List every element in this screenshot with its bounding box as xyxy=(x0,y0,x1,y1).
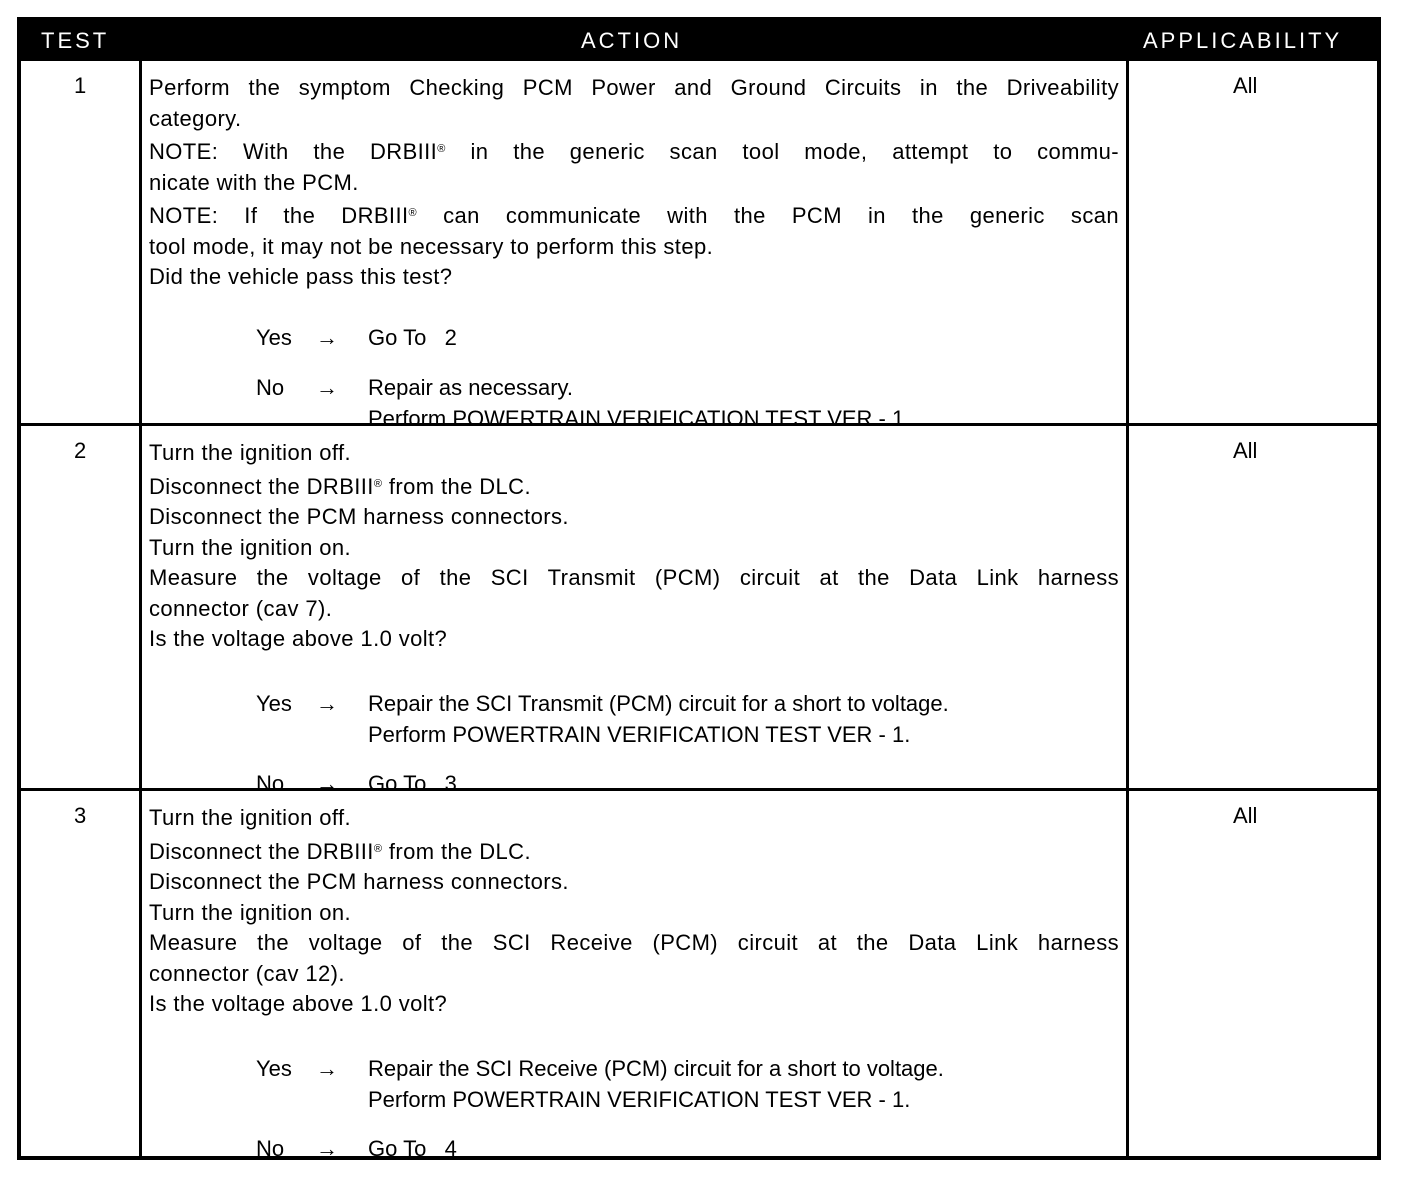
action-line: connector (cav 7). xyxy=(149,595,333,621)
yes-result xyxy=(368,689,949,750)
action-text xyxy=(149,73,1119,293)
arrow-icon: → xyxy=(316,691,338,716)
table-row xyxy=(21,426,1377,796)
result-line: Repair the SCI Transmit (PCM) circuit for a short to voltage. xyxy=(368,691,949,716)
header-test: TEST xyxy=(41,28,110,53)
test-number: 2 xyxy=(74,438,87,463)
result-line: Repair as necessary. xyxy=(368,375,574,400)
action-line: Disconnect the PCM harness connectors. xyxy=(149,869,569,894)
arrow-icon: → xyxy=(316,1056,338,1081)
registered-mark: ® xyxy=(373,842,383,855)
registered-mark: ® xyxy=(373,477,383,490)
no-result xyxy=(368,373,910,434)
action-line: category. xyxy=(149,105,242,131)
action-line: Disconnect the PCM harness connectors. xyxy=(149,504,569,529)
result-line: Repair the SCI Receive (PCM) circuit for a short to voltage. xyxy=(368,1056,944,1081)
arrow-icon: → xyxy=(316,771,338,796)
action-line: nicate with the PCM. xyxy=(149,169,359,195)
yes-label: Yes xyxy=(256,1056,292,1081)
table-header xyxy=(21,21,1377,61)
arrow-icon: → xyxy=(316,1136,338,1161)
action-line: Turn the ignition on. xyxy=(149,899,352,925)
action-line: Is the voltage above 1.0 volt? xyxy=(149,626,448,651)
yes-result xyxy=(368,323,457,354)
yes-label: Yes xyxy=(256,325,292,350)
test-number: 1 xyxy=(74,73,87,98)
action-line: Did the vehicle pass this test? xyxy=(149,264,453,289)
no-label: No xyxy=(256,771,285,796)
action-text xyxy=(149,803,1119,1020)
yes-label: Yes xyxy=(256,691,292,716)
test-number: 3 xyxy=(74,803,87,828)
result-line: Go To 3 xyxy=(368,771,457,796)
result-line: Perform POWERTRAIN VERIFICATION TEST VER - 1. xyxy=(368,1086,911,1112)
action-line: Perform the symptom Checking PCM Power and Ground Circuits in the Driveability xyxy=(149,75,1119,100)
table-row xyxy=(21,791,1377,1161)
table-row xyxy=(21,61,1377,431)
registered-mark: ® xyxy=(408,207,417,219)
header-action: ACTION xyxy=(581,28,683,53)
action-line: Turn the ignition on. xyxy=(149,534,352,560)
action-line: Turn the ignition off. xyxy=(149,805,352,830)
action-line: Measure the voltage of the SCI Receive (PCM) circuit at the Data Link harness xyxy=(149,930,1119,955)
action-text xyxy=(149,438,1119,655)
registered-mark: ® xyxy=(437,143,446,155)
action-line: connector (cav 12). xyxy=(149,960,345,986)
action-line: Measure the voltage of the SCI Transmit (PCM) circuit at the Data Link harness xyxy=(149,565,1119,590)
action-line: NOTE: If the DRBIII® can communicate with the PCM in the generic scan xyxy=(149,203,1119,228)
arrow-icon: → xyxy=(316,375,338,400)
header-applicability: APPLICABILITY xyxy=(1143,28,1343,53)
no-label: No xyxy=(256,375,285,400)
action-line: Disconnect the DRBIII® from the DLC. xyxy=(149,473,531,499)
result-line: Go To 2 xyxy=(368,325,457,350)
action-line: Turn the ignition off. xyxy=(149,440,352,465)
result-line: Perform POWERTRAIN VERIFICATION TEST VER - 1. xyxy=(368,721,911,747)
action-line: tool mode, it may not be necessary to perform this step. xyxy=(149,233,714,259)
result-line: Perform POWERTRAIN VERIFICATION TEST VER - 1. xyxy=(368,405,911,431)
applicability-value: All xyxy=(1233,73,1258,98)
action-line: NOTE: With the DRBIII® in the generic scan tool mode, attempt to commu- xyxy=(149,139,1119,164)
result-line: Go To 4 xyxy=(368,1136,457,1161)
action-line: Disconnect the DRBIII® from the DLC. xyxy=(149,838,531,864)
applicability-value: All xyxy=(1233,438,1258,463)
yes-result xyxy=(368,1054,944,1115)
arrow-icon: → xyxy=(316,325,338,350)
applicability-value: All xyxy=(1233,803,1258,828)
no-label: No xyxy=(256,1136,285,1161)
action-line: Is the voltage above 1.0 volt? xyxy=(149,991,448,1016)
diagnostic-test-table xyxy=(17,17,1381,1160)
no-result xyxy=(368,1134,457,1165)
